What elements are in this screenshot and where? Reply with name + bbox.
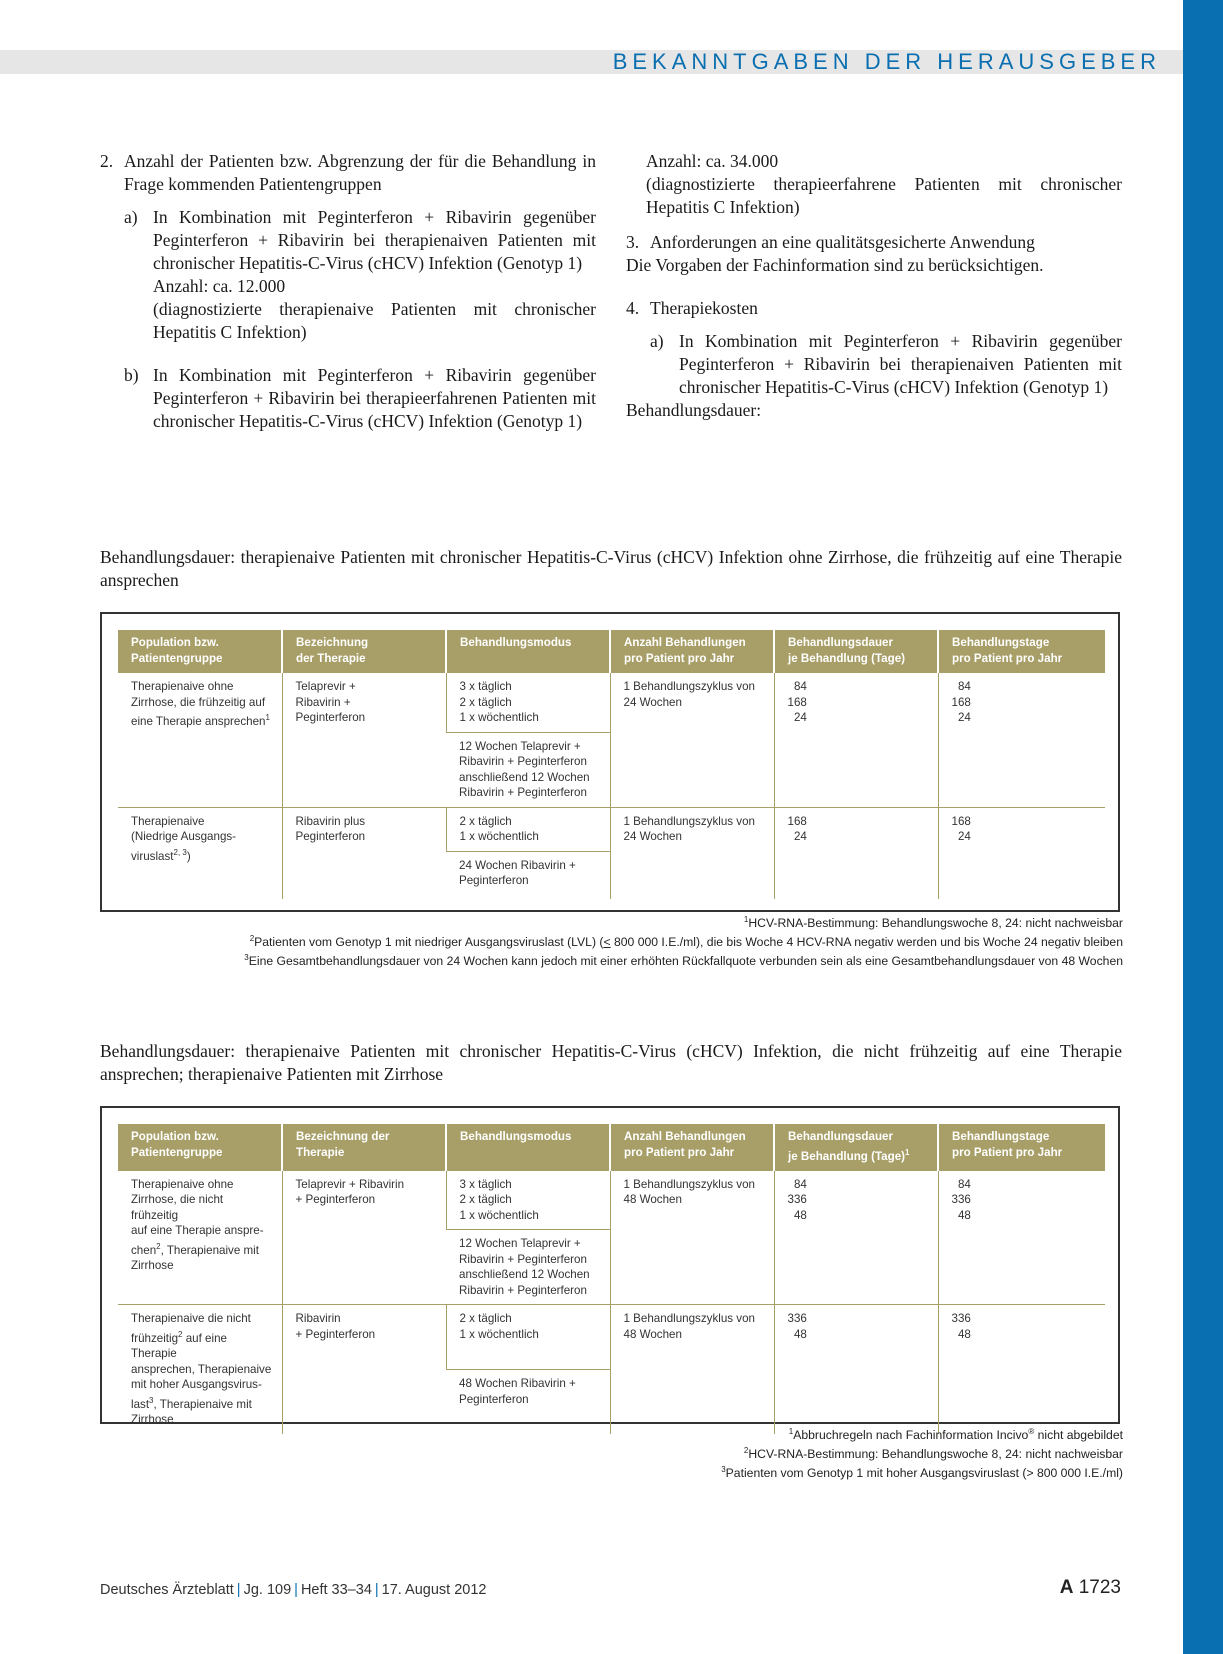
table2-footnotes <box>721 1424 1123 1481</box>
item-number: 2. <box>100 151 114 171</box>
count-cell: 1 Behandlungszyklus von 24 Wochen <box>610 807 774 899</box>
footnote: $^1$Abbruchregeln nach Fachinformation Incivo® nicht abgebildet <box>788 1427 1123 1443</box>
right-color-bar <box>1183 0 1223 1654</box>
mode-cell: 12 Wochen Telaprevir + Ribavirin + Peginterferon anschließend 12 Wochen Ribavirin + Peginterferon <box>446 1230 610 1305</box>
journal-name: Deutsches Ärzteblatt <box>100 1582 234 1598</box>
column-header: Bezeichnung der Therapie <box>282 630 446 673</box>
item-2 <box>100 150 596 196</box>
table-row <box>118 1305 1105 1370</box>
table-header-row <box>118 1124 1105 1171</box>
table-header-row <box>118 630 1105 673</box>
population-cell: Therapienaive ohne Zirrhose, die nicht frühzeitig auf eine Therapie anspre- chen$^2$, Therapienaive mit Zirrhose <box>118 1171 282 1305</box>
footnote: $^1$HCV-RNA-Bestimmung: Behandlungswoche 8, 24: nicht nachweisbar <box>743 915 1123 931</box>
table2-caption: Behandlungsdauer: therapienaive Patienten mit chronischer Hepatitis-C-Virus (cHCV) Infektion, die nicht frühzeitig auf eine Therapie ansprechen; therapienaive Patienten mit Zirrhose <box>100 1041 1122 1084</box>
footnote: $^3$Patienten vom Genotyp 1 mit hoher Ausgangsviruslast (> 800 000 I.E./ml) <box>721 1465 1123 1481</box>
item-text: In Kombination mit Peginterferon + Ribavirin gegenüber Peginterferon + Ribavirin bei therapienaiven Patienten mit chronischer Hepatitis-C-Virus (cHCV) Infektion (Genotyp 1) <box>153 207 596 273</box>
column-header: Behandlungsdauer je Behandlung (Tage) <box>774 630 938 673</box>
item-3 <box>626 231 1122 254</box>
item-heading: Anzahl der Patienten bzw. Abgrenzung der für die Behandlung in Frage kommenden Patientengruppen <box>124 151 596 194</box>
days-cell: 168 24 <box>938 807 1105 899</box>
mode-cell: 3 x täglich 2 x täglich 1 x wöchentlich <box>446 673 610 732</box>
table-row <box>118 673 1105 732</box>
page-footer: Deutsches Ärzteblatt | Jg. 109 | Heft 33–34 | 17. August 2012 <box>100 1582 487 1598</box>
population-cell: Therapienaive (Niedrige Ausgangs- viruslast$^{2, 3}$) <box>131 814 237 863</box>
item-number: 3. <box>626 232 640 252</box>
days-cell: 84 336 48 <box>938 1171 1105 1305</box>
duration-label: Behandlungsdauer: <box>626 400 762 420</box>
item-text: In Kombination mit Peginterferon + Ribavirin gegenüber Peginterferon + Ribavirin bei therapienaiven Patienten mit chronischer Hepatitis-C-Virus (cHCV) Infektion (Genotyp 1) <box>679 331 1122 397</box>
table1-footnotes <box>244 912 1123 969</box>
column-header: Behandlungsmodus <box>446 630 610 673</box>
mode-cell: 48 Wochen Ribavirin + Peginterferon <box>459 1377 576 1406</box>
item-text: In Kombination mit Peginterferon + Ribavirin gegenüber Peginterferon + Ribavirin bei therapieerfahrenen Patienten mit chronischer Hepatitis-C-Virus (cHCV) Infektion (Genotyp 1) <box>153 365 596 431</box>
table2-frame <box>100 1106 1120 1427</box>
item-label: a) <box>650 331 664 351</box>
table2 <box>118 1124 1105 1434</box>
days-cell: 84 168 24 <box>938 673 1105 807</box>
therapy-cell: Telaprevir + Ribavirin + Peginterferon <box>282 1171 446 1305</box>
table-row <box>118 807 1105 851</box>
table1-frame <box>100 612 1120 912</box>
column-header: Population bzw. Patientengruppe <box>118 1124 282 1171</box>
column-header: Behandlungstage pro Patient pro Jahr <box>938 1124 1105 1171</box>
item-heading: Therapiekosten <box>650 298 758 318</box>
item-body: Die Vorgaben der Fachinformation sind zu berücksichtigen. <box>626 255 1044 275</box>
issue: Heft 33–34 <box>300 1582 372 1598</box>
patient-count: Anzahl: ca. 12.000 <box>153 276 286 296</box>
item-label: b) <box>124 365 139 385</box>
therapy-cell: Ribavirin + Peginterferon <box>282 1305 446 1434</box>
volume: Jg. 109 <box>243 1582 292 1598</box>
item-2b <box>124 364 596 433</box>
right-column <box>626 150 1122 422</box>
duration-cell: 168 24 <box>774 807 938 899</box>
column-header: Anzahl Behandlungen pro Patient pro Jahr <box>610 1124 774 1171</box>
column-header: Behandlungsdauer je Behandlung (Tage)$^1$ <box>774 1124 938 1171</box>
mode-cell: 12 Wochen Telaprevir + Ribavirin + Peginterferon anschließend 12 Wochen Ribavirin + Peginterferon <box>446 732 610 807</box>
column-header: Anzahl Behandlungen pro Patient pro Jahr <box>610 630 774 673</box>
item-4 <box>626 297 1122 320</box>
mode-cell: 2 x täglich 1 x wöchentlich <box>446 1305 610 1370</box>
column-header: Behandlungstage pro Patient pro Jahr <box>938 630 1105 673</box>
footnote: $^3$Eine Gesamtbehandlungsdauer von 24 Wochen kann jedoch mit einer erhöhten Rückfallquote verbunden sein als eine Gesamtbehandlungsdauer von 48 Wochen <box>244 953 1123 969</box>
section-title: BEKANNTGABEN DER HERAUSGEBER <box>612 49 1161 74</box>
mode-cell: 3 x täglich 2 x täglich 1 x wöchentlich <box>446 1171 610 1230</box>
item-number: 4. <box>626 298 640 318</box>
left-column <box>100 150 596 433</box>
patient-note: (diagnostizierte therapieerfahrene Patienten mit chronischer Hepatitis C Infektion) <box>646 174 1122 217</box>
population-cell: Therapienaive ohne Zirrhose, die frühzeitig auf eine Therapie ansprechen$^1$ <box>118 673 282 807</box>
table1 <box>118 630 1105 899</box>
duration-cell: 84 336 48 <box>774 1171 938 1305</box>
item-heading: Anforderungen an eine qualitätsgesicherte Anwendung <box>650 232 1035 252</box>
count-cell: 1 Behandlungszyklus von 48 Wochen <box>610 1305 774 1434</box>
footnote: $^2$Patienten vom Genotyp 1 mit niedriger Ausgangsviruslast (LVL) (< 800 000 I.E./ml), die bis Woche 4 HCV-RNA negativ werden und bis Woche 24 negativ bleiben <box>249 934 1123 950</box>
mode-cell: 24 Wochen Ribavirin + Peginterferon <box>459 858 576 887</box>
duration-cell: 84 168 24 <box>774 673 938 807</box>
population-cell: Therapienaive die nicht frühzeitig$^2$ auf eine Therapie ansprechen, Therapienaive mit hoher Ausgangsvirus- last$^3$, Therapienaive mit Zirrhose <box>131 1312 272 1427</box>
table1-caption: Behandlungsdauer: therapienaive Patienten mit chronischer Hepatitis-C-Virus (cHCV) Infektion ohne Zirrhose, die frühzeitig auf eine Therapie ansprechen <box>100 547 1122 590</box>
count-cell: 1 Behandlungszyklus von 48 Wochen <box>610 1171 774 1305</box>
duration-cell: 336 48 <box>774 1305 938 1434</box>
column-header: Bezeichnung der Therapie <box>282 1124 446 1171</box>
table-row <box>118 1171 1105 1230</box>
column-header: Behandlungsmodus <box>446 1124 610 1171</box>
therapy-cell: Telaprevir + Ribavirin + Peginterferon <box>282 673 446 807</box>
item-2a <box>124 206 596 344</box>
patient-note: (diagnostizierte therapienaive Patienten mit chronischer Hepatitis C Infektion) <box>153 299 596 342</box>
days-cell: 336 48 <box>938 1305 1105 1434</box>
issue-date: 17. August 2012 <box>381 1582 487 1598</box>
footnote: $^2$HCV-RNA-Bestimmung: Behandlungswoche 8, 24: nicht nachweisbar <box>743 1446 1123 1462</box>
item-4a <box>650 330 1122 399</box>
count-cell: 1 Behandlungszyklus von 24 Wochen <box>610 673 774 807</box>
item-label: a) <box>124 207 138 227</box>
patient-count: Anzahl: ca. 34.000 <box>646 151 779 171</box>
mode-cell: 2 x täglich 1 x wöchentlich <box>446 807 610 851</box>
page-number: A 1723 <box>1059 1577 1121 1598</box>
therapy-cell: Ribavirin plus Peginterferon <box>282 807 446 899</box>
column-header: Population bzw. Patientengruppe <box>118 630 282 673</box>
